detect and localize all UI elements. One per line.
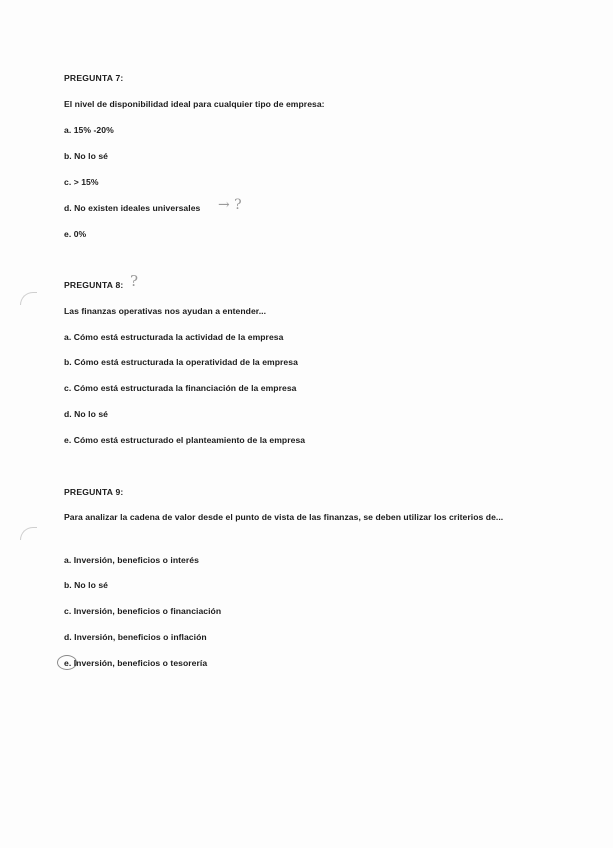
q8-option-a: a. Cómo está estructurada la actividad de la empresa [64, 332, 284, 342]
q9-heading: PREGUNTA 9: [64, 487, 124, 497]
q9-question: Para analizar la cadena de valor desde el punto de vista de las finanzas, se deben utilizar los criterios de... [64, 512, 504, 522]
q7-heading: PREGUNTA 7: [64, 73, 124, 83]
q9-option-b: b. No lo sé [64, 580, 109, 590]
q8-option-b: b. Cómo está estructurada la operatividad de la empresa [64, 357, 298, 367]
q9-option-e: e. Inversión, beneficios o tesorería [64, 658, 208, 668]
punch-hole-mark [20, 527, 37, 540]
q7-option-d: d. No existen ideales universales [64, 203, 201, 213]
q8-option-d: d. No lo sé [64, 409, 109, 419]
q7-option-a: a. 15% -20% [64, 125, 114, 135]
q9-option-c: c. Inversión, beneficios o financiación [64, 606, 222, 616]
q8-option-c: c. Cómo está estructurada la financiación de la empresa [64, 383, 297, 393]
q7-option-c: c. > 15% [64, 177, 99, 187]
q7-question: El nivel de disponibilidad ideal para cualquier tipo de empresa: [64, 99, 325, 109]
q8-handwritten-question-mark: ? [130, 272, 139, 290]
q7-option-b: b. No lo sé [64, 151, 109, 161]
q8-question: Las finanzas operativas nos ayudan a entender... [64, 306, 267, 316]
q8-option-e: e. Cómo está estructurado el planteamiento de la empresa [64, 435, 306, 445]
q9-option-d: d. Inversión, beneficios o inflación [64, 632, 207, 642]
q9-option-a: a. Inversión, beneficios o interés [64, 555, 199, 565]
q7-handwritten-annotation: → ? [218, 197, 242, 213]
q8-heading: PREGUNTA 8: [64, 280, 124, 290]
punch-hole-mark [20, 292, 37, 305]
q7-option-e: e. 0% [64, 229, 87, 239]
